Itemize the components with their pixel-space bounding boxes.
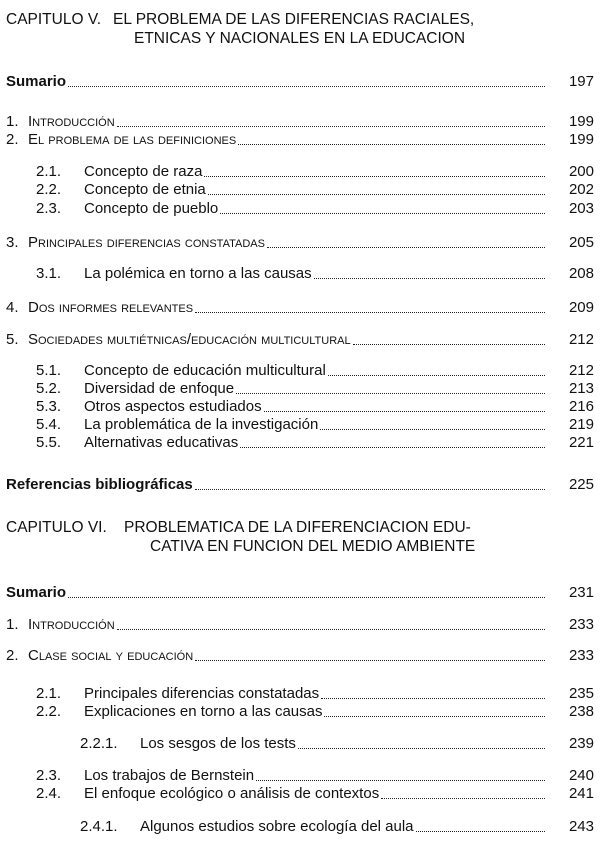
chapter-title-line-2: CATIVA EN FUNCION DEL MEDIO AMBIENTE <box>150 538 476 555</box>
entry-page: 241 <box>568 785 594 802</box>
toc-entry[interactable] <box>36 433 594 453</box>
leader-dots <box>195 475 545 490</box>
entry-label: Los trabajos de Bernstein <box>84 767 255 784</box>
entry-page: 243 <box>568 818 594 835</box>
entry-number: 2.2. <box>36 703 62 720</box>
leader-dots <box>204 162 545 177</box>
entry-page: 213 <box>568 380 594 397</box>
entry-label: El problema de las definiciones <box>28 131 237 148</box>
entry-number: 2.4. <box>36 785 62 802</box>
entry-page: 197 <box>568 73 594 90</box>
entry-number: 2. <box>6 131 19 148</box>
entry-page: 212 <box>568 331 594 348</box>
entry-page: 199 <box>568 113 594 130</box>
toc-entry[interactable] <box>36 397 594 417</box>
entry-label: Los sesgos de los tests <box>140 735 296 752</box>
entry-number: 1. <box>6 113 19 130</box>
entry-page: 233 <box>568 647 594 664</box>
entry-label: El enfoque ecológico o análisis de contextos <box>84 785 380 802</box>
entry-number: 2.2.1. <box>80 735 118 752</box>
toc-entry[interactable] <box>36 199 594 219</box>
leader-dots <box>195 298 545 313</box>
entry-page: 225 <box>568 476 594 493</box>
toc-entry[interactable] <box>36 264 594 284</box>
toc-entry[interactable] <box>6 130 594 150</box>
leader-dots <box>324 702 545 717</box>
toc-entry[interactable] <box>6 330 594 350</box>
leader-dots <box>321 684 545 699</box>
entry-number: 5.1. <box>36 362 62 379</box>
toc-entry[interactable] <box>6 112 594 132</box>
toc-entry-sumario[interactable] <box>6 72 594 92</box>
entry-page: 208 <box>568 265 594 282</box>
leader-dots <box>220 199 545 214</box>
entry-label: Principales diferencias constatadas <box>84 685 320 702</box>
chapter-title-line-2: ETNICAS Y NACIONALES EN LA EDUCACION <box>134 30 466 47</box>
leader-dots <box>416 817 545 832</box>
leader-dots <box>117 615 545 630</box>
leader-dots <box>353 330 545 345</box>
entry-page: 216 <box>568 398 594 415</box>
entry-label: Referencias bibliográficas <box>6 476 193 493</box>
entry-page: 205 <box>568 234 594 251</box>
leader-dots <box>195 646 545 661</box>
entry-page: 219 <box>568 416 594 433</box>
entry-page: 199 <box>568 131 594 148</box>
leader-dots <box>267 233 545 248</box>
entry-label: Concepto de educación multicultural <box>84 362 326 379</box>
entry-number: 2. <box>6 647 19 664</box>
leader-dots <box>256 766 545 781</box>
entry-number: 5. <box>6 331 19 348</box>
toc-entry[interactable] <box>36 379 594 399</box>
toc-entry-referencias[interactable] <box>6 475 594 495</box>
entry-page: 240 <box>568 767 594 784</box>
leader-dots <box>68 72 545 87</box>
leader-dots <box>117 112 545 127</box>
chapter-title-line-1: EL PROBLEMA DE LAS DIFERENCIAS RACIALES, <box>113 11 475 28</box>
entry-page: 202 <box>568 181 594 198</box>
leader-dots <box>236 379 545 394</box>
entry-label: Diversidad de enfoque <box>84 380 235 397</box>
toc-entry[interactable] <box>36 162 594 182</box>
entry-label: Alternativas educativas <box>84 434 239 451</box>
toc-entry[interactable] <box>80 734 594 754</box>
toc-entry[interactable] <box>6 233 594 253</box>
entry-number: 3.1. <box>36 265 62 282</box>
entry-label: Clase social y educación <box>28 647 194 664</box>
entry-page: 233 <box>568 616 594 633</box>
entry-number: 2.1. <box>36 163 62 180</box>
entry-label: Introducción <box>28 616 115 633</box>
entry-label: Concepto de raza <box>84 163 203 180</box>
leader-dots <box>298 734 545 749</box>
leader-dots <box>208 180 545 195</box>
toc-entry[interactable] <box>36 684 594 704</box>
leader-dots <box>328 361 545 376</box>
toc-entry[interactable] <box>36 361 594 381</box>
entry-label: Otros aspectos estudiados <box>84 398 262 415</box>
entry-page: 209 <box>568 299 594 316</box>
entry-number: 5.3. <box>36 398 62 415</box>
entry-number: 2.3. <box>36 767 62 784</box>
entry-number: 3. <box>6 234 19 251</box>
toc-entry[interactable] <box>6 646 594 666</box>
toc-entry[interactable] <box>36 784 594 804</box>
leader-dots <box>381 784 545 799</box>
chapter-number: CAPITULO V. <box>6 11 102 28</box>
entry-number: 5.2. <box>36 380 62 397</box>
entry-label: La polémica en torno a las causas <box>84 265 312 282</box>
entry-label: Sumario <box>6 73 67 90</box>
entry-label: Concepto de pueblo <box>84 200 219 217</box>
entry-label: Sociedades multiétnicas/educación multicultural <box>28 331 351 348</box>
leader-dots <box>314 264 545 279</box>
entry-label: Principales diferencias constatadas <box>28 234 265 251</box>
entry-number: 2.1. <box>36 685 62 702</box>
entry-number: 2.2. <box>36 181 62 198</box>
leader-dots <box>264 397 545 412</box>
entry-page: 231 <box>568 584 594 601</box>
entry-page: 221 <box>568 434 594 451</box>
entry-label: Algunos estudios sobre ecología del aula <box>140 818 414 835</box>
entry-number: 5.5. <box>36 434 62 451</box>
entry-label: Introducción <box>28 113 115 130</box>
toc-entry[interactable] <box>6 615 594 635</box>
entry-label: Explicaciones en torno a las causas <box>84 703 323 720</box>
entry-label: Sumario <box>6 584 67 601</box>
chapter-title-line-1: PROBLEMATICA DE LA DIFERENCIACION EDU- <box>124 519 471 536</box>
leader-dots <box>240 433 545 448</box>
entry-page: 200 <box>568 163 594 180</box>
leader-dots <box>68 583 545 598</box>
entry-page: 212 <box>568 362 594 379</box>
entry-number: 1. <box>6 616 19 633</box>
toc-entry[interactable] <box>36 180 594 200</box>
entry-page: 235 <box>568 685 594 702</box>
toc-entry[interactable] <box>80 817 594 837</box>
entry-number: 2.3. <box>36 200 62 217</box>
entry-page: 238 <box>568 703 594 720</box>
leader-dots <box>320 415 545 430</box>
entry-label: Dos informes relevantes <box>28 299 194 316</box>
entry-label: La problemática de la investigación <box>84 416 319 433</box>
toc-entry[interactable] <box>6 298 594 318</box>
toc-entry[interactable] <box>36 766 594 786</box>
entry-page: 239 <box>568 735 594 752</box>
entry-page: 203 <box>568 200 594 217</box>
entry-number: 2.4.1. <box>80 818 118 835</box>
chapter-number: CAPITULO VI. <box>6 519 107 536</box>
toc-entry-sumario[interactable] <box>6 583 594 603</box>
toc-entry[interactable] <box>36 702 594 722</box>
entry-number: 5.4. <box>36 416 62 433</box>
entry-label: Concepto de etnia <box>84 181 206 198</box>
leader-dots <box>238 130 545 145</box>
toc-entry[interactable] <box>36 415 594 435</box>
entry-number: 4. <box>6 299 19 316</box>
